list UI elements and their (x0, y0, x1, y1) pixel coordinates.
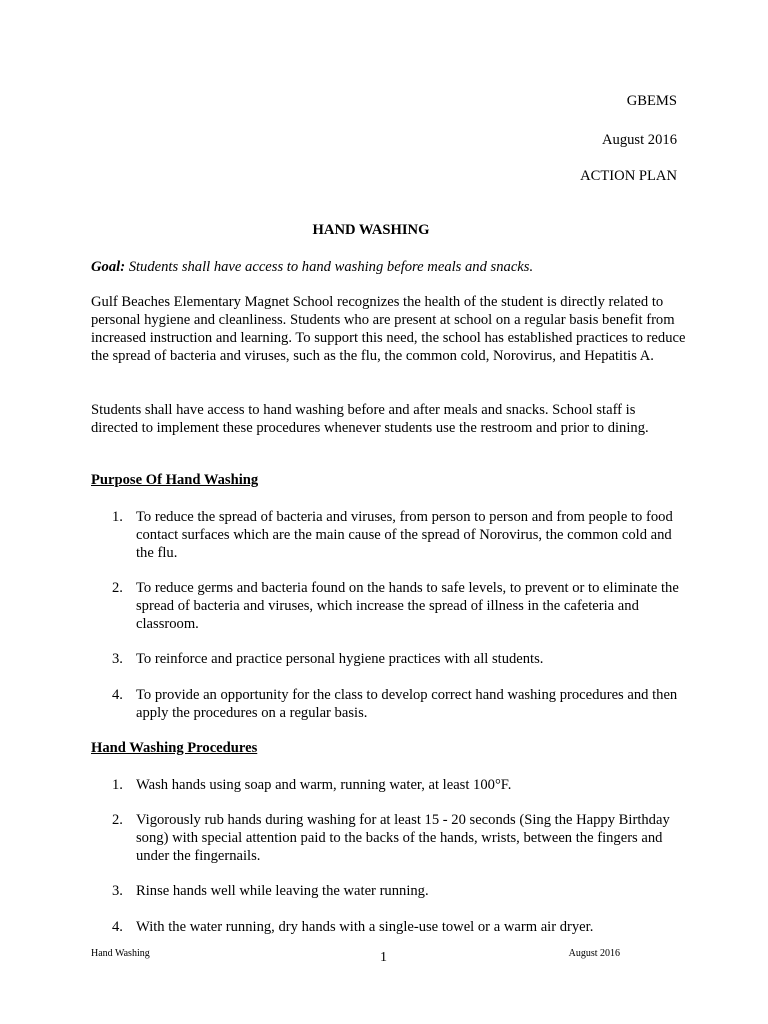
list-text: To reduce germs and bacteria found on the hands to safe levels, to prevent or to eliminate the spread of bacteria and viruses, which increase the spread of illness in the cafeteria and classroom. (136, 580, 679, 632)
list-text: To reinforce and practice personal hygiene practices with all students. (136, 651, 544, 667)
list-number: 1. (112, 509, 123, 525)
goal-text: Students shall have access to hand washing before meals and snacks. (125, 259, 534, 275)
goal-statement (91, 258, 686, 276)
footer-left: Hand Washing (91, 948, 150, 959)
procedure-item (112, 776, 687, 794)
procedures-heading: Hand Washing Procedures (91, 740, 258, 756)
list-number: 4. (112, 687, 123, 703)
purpose-heading: Purpose Of Hand Washing (91, 472, 259, 488)
list-number: 4. (112, 919, 123, 935)
list-number: 2. (112, 580, 123, 596)
procedure-item (112, 918, 687, 936)
goal-label: Goal: (91, 259, 126, 275)
procedure-item (112, 811, 687, 865)
document-title: HAND WASHING (312, 222, 430, 238)
list-text: Wash hands using soap and warm, running water, at least 100°F. (136, 777, 512, 793)
header-org: GBEMS (626, 93, 677, 109)
header-doc-type: ACTION PLAN (580, 168, 677, 184)
list-text: To provide an opportunity for the class to develop correct hand washing procedures and then apply the procedures on a regular basis. (136, 687, 678, 721)
access-paragraph: Students shall have access to hand washing before and after meals and snacks. School staff is directed to implement these procedures whenever students use the restroom and prior to dining. (91, 402, 649, 436)
footer-right: August 2016 (568, 948, 620, 959)
purpose-item (112, 650, 687, 668)
list-text: Vigorously rub hands during washing for at least 15 - 20 seconds (Sing the Happy Birthday song) with special attention paid to the backs of the hands, wrists, between the fingers and under the fingernails. (136, 812, 670, 864)
list-number: 2. (112, 812, 123, 828)
header-date: August 2016 (602, 132, 677, 148)
list-number: 1. (112, 777, 123, 793)
purpose-item (112, 579, 687, 633)
list-number: 3. (112, 651, 123, 667)
procedure-item (112, 882, 687, 900)
list-number: 3. (112, 883, 123, 899)
purpose-item (112, 686, 687, 722)
list-text: With the water running, dry hands with a single-use towel or a warm air dryer. (136, 919, 594, 935)
page-number: 1 (380, 950, 387, 965)
purpose-item (112, 508, 687, 562)
list-text: Rinse hands well while leaving the water running. (136, 883, 429, 899)
intro-paragraph: Gulf Beaches Elementary Magnet School recognizes the health of the student is directly related to personal hygiene and cleanliness. Students who are present at school on a regular basis benefit from increased instruction and learning. To support this need, the school has established practices to reduce the spread of bacteria and viruses, such as the flu, the common cold, Norovirus, and Hepatitis A. (91, 294, 686, 364)
list-text: To reduce the spread of bacteria and viruses, from person to person and from people to food contact surfaces which are the main cause of the spread of Norovirus, the common cold and the flu. (136, 509, 673, 561)
